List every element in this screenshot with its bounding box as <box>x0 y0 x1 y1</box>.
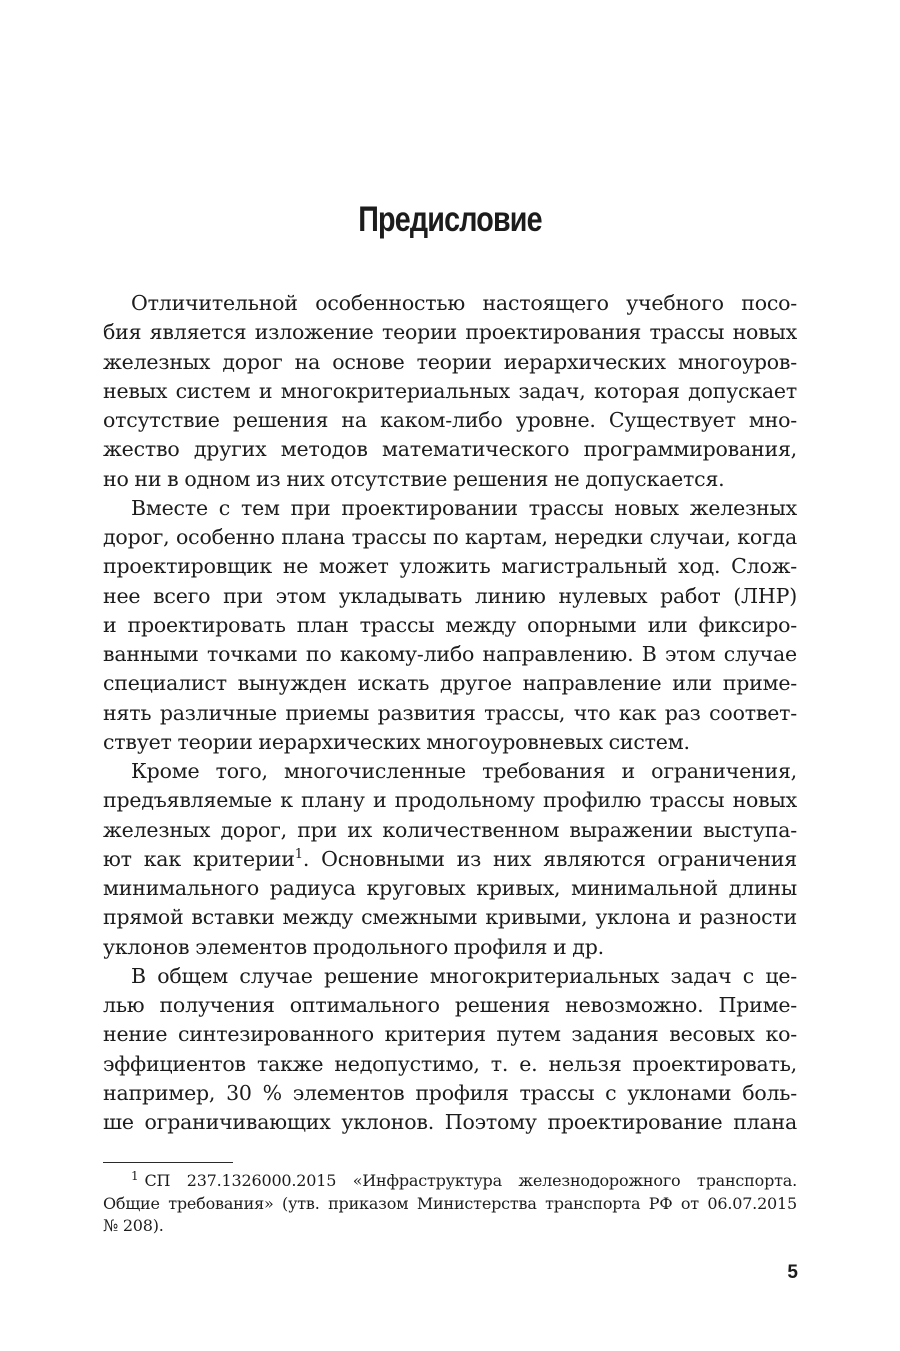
text-line: прямой вставки между смежными кривыми, уклона и разности <box>103 905 797 930</box>
footnote-text: СП 237.1326000.2015 «Инфраструктура железнодорожного транспорта. <box>144 1171 797 1190</box>
text-fragment: . Основными из них являются ограничения <box>302 846 797 871</box>
text-line: специалист вынужден искать другое направление или приме- <box>103 671 797 696</box>
paragraph <box>103 494 797 757</box>
text-line: Вместе с тем при проектировании трассы новых железных <box>131 495 797 520</box>
footnote-mark: 1 <box>131 1168 139 1183</box>
text-line: железных дорог, при их количественном выражении выступа- <box>103 817 797 842</box>
text-fragment: ют как критерии <box>103 846 295 871</box>
footnote-line: № 208). <box>103 1216 164 1235</box>
text-line: отсутствие решения на каком-либо уровне. Существует мно- <box>103 408 797 432</box>
text-line: Отличительной особенностью настоящего учебного посо- <box>131 291 797 315</box>
page-title: Предисловие <box>358 200 542 239</box>
text-line: лью получения оптимального решения невозможно. Приме- <box>103 993 797 1017</box>
paragraph <box>103 962 797 1138</box>
footnote-line: Общие требования» (утв. приказом Министерства транспорта РФ от 06.07.2015 <box>103 1193 797 1213</box>
text-line: нение синтезированного критерия путем задания весовых ко- <box>103 1022 797 1047</box>
text-line: эффициентов также недопустимо, т. е. нельзя проектировать, <box>103 1051 797 1076</box>
text-line: невых систем и многокритериальных задач, которая допускает <box>103 378 797 403</box>
text-line: например, 30 % элементов профиля трассы с уклонами боль- <box>103 1080 797 1105</box>
text-line: В общем случае решение многокритериальных задач с це- <box>131 963 797 988</box>
text-line: ванными точками по какому-либо направлению. В этом случае <box>103 642 797 666</box>
footnote <box>103 1170 797 1238</box>
footnote-divider <box>103 1162 233 1163</box>
text-line: Кроме того, многочисленные требования и ограничения, <box>131 759 797 783</box>
text-line: нять различные приемы развития трассы, что как раз соответ- <box>103 700 797 725</box>
text-line-with-footnote <box>103 845 797 874</box>
text-line: проектировщик не может уложить магистральный ход. Слож- <box>103 554 797 579</box>
text-line: но ни в одном из них отсутствие решения не допускается. <box>103 466 725 491</box>
text-line: дорог, особенно плана трассы по картам, нередки случаи, когда <box>103 525 797 549</box>
paragraph <box>103 289 797 494</box>
body-text <box>103 289 797 1137</box>
text-line: ше ограничивающих уклонов. Поэтому проектирование плана <box>103 1110 797 1134</box>
text-line: предъявляемые к плану и продольному профилю трассы новых <box>103 788 797 813</box>
footnote-reference[interactable]: 1 <box>294 846 303 862</box>
text-line: ствует теории иерархических многоуровневых систем. <box>103 729 690 754</box>
footnote-line <box>103 1170 797 1193</box>
page-number: 5 <box>787 1262 798 1283</box>
text-line: и проектировать план трассы между опорными или фиксиро- <box>103 612 797 637</box>
text-line: уклонов элементов продольного профиля и др. <box>103 934 604 959</box>
text-line: нее всего при этом укладывать линию нулевых работ (ЛНР) <box>103 583 797 608</box>
text-line: бия является изложение теории проектирования трассы новых <box>103 320 797 345</box>
text-line: жество других методов математического программирования, <box>103 437 797 462</box>
text-line: минимального радиуса круговых кривых, минимальной длины <box>103 876 797 900</box>
paragraph <box>103 757 797 962</box>
text-line: железных дорог на основе теории иерархических многоуров- <box>103 349 797 374</box>
